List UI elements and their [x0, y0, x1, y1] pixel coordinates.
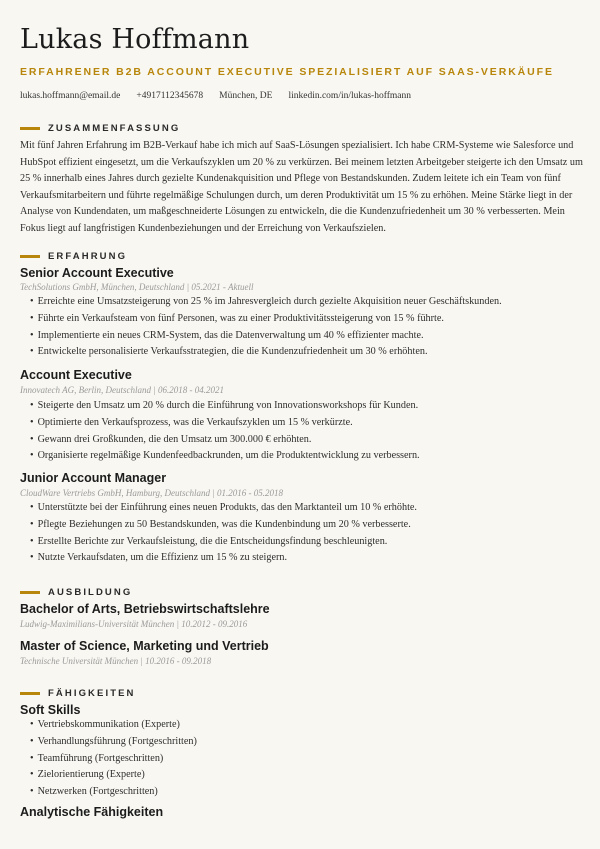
list-item: • Entwickelte personalisierte Verkaufsstrategien, die die Kundenzufriedenheit um 30 % erhöhten. [30, 344, 502, 361]
section-title-experience [20, 251, 127, 262]
contact-location: München, DE [219, 91, 273, 101]
job-title: Junior Account Manager [20, 471, 167, 485]
education-meta: Ludwig-Maximilians-Universität München | 10.2012 - 09.2016 [20, 619, 248, 629]
job-bullets [30, 398, 420, 465]
list-item: • Organisierte regelmäßige Kundenfeedbackrunden, um die Produktentwicklung zu verbessern. [30, 448, 420, 465]
section-title-text: ZUSAMMENFASSUNG [48, 123, 181, 134]
contact-email[interactable]: lukas.hoffmann@email.de [20, 91, 121, 101]
section-title-skills [20, 688, 136, 699]
list-item: • Pflegte Beziehungen zu 50 Bestandskunden, was die Kundenbindung um 20 % verbesserte. [30, 517, 417, 534]
job-bullets [30, 500, 417, 567]
list-item: • Verhandlungsführung (Fortgeschritten) [30, 734, 197, 751]
list-item: • Führte ein Verkaufsteam von fünf Personen, was zu einer Produktivitätssteigerung von 15 % führte. [30, 311, 502, 328]
job-bullets [30, 294, 502, 361]
list-item: • Teamführung (Fortgeschritten) [30, 751, 197, 768]
section-title-text: AUSBILDUNG [48, 587, 133, 598]
section-accent-bar [20, 127, 40, 130]
job-meta: CloudWare Vertriebs GmbH, Hamburg, Deutschland | 01.2016 - 05.2018 [20, 488, 283, 498]
list-item: • Unterstützte bei der Einführung eines neuen Produkts, das den Marktanteil um 10 % erhöhte. [30, 500, 417, 517]
list-item: • Vertriebskommunikation (Experte) [30, 717, 197, 734]
skill-list [30, 717, 197, 801]
job-title: Senior Account Executive [20, 266, 174, 280]
section-accent-bar [20, 591, 40, 594]
education-title: Master of Science, Marketing und Vertrieb [20, 639, 269, 653]
contact-phone[interactable]: +4917112345678 [136, 91, 204, 101]
section-title-text: FÄHIGKEITEN [48, 688, 136, 699]
section-accent-bar [20, 692, 40, 695]
skill-group-title: Soft Skills [20, 703, 81, 717]
job-title: Account Executive [20, 368, 132, 382]
candidate-name: Lukas Hoffmann [20, 24, 250, 55]
list-item: • Zielorientierung (Experte) [30, 767, 197, 784]
summary-text: Mit fünf Jahren Erfahrung im B2B-Verkauf habe ich mich auf SaaS-Lösungen spezialisiert. Ich habe CRM-Systeme wie Salesforce und HubSpot effizient eingesetzt, um die Verkaufszyklen um 20 % zu verkürzen. Bei meinem letzten Arbeitgeber steigerte ich den Umsatz um 25 % innerhalb eines Jahres durch gezielte Kundenakquisition und Pflege von Bestandskunden. Zudem leitete ich ein Team von fünf Verkaufsmitarbeitern und führte regelmäßige Schulungen durch, um deren Produktivität um 15 % zu erhöhen. Meine Stärke liegt in der Analyse von Kundendaten, um maßgeschneiderte Lösungen zu entwickeln, die die Kundenzufriedenheit um 30 % verbesserten. Mein Fokus liegt auf langfristigen Kundenbeziehungen und der Erreichung von Verkaufszielen. [20, 140, 583, 234]
list-item: • Steigerte den Umsatz um 20 % durch die Einführung von Innovationsworkshops für Kunden. [30, 398, 420, 415]
list-item: • Nutzte Verkaufsdaten, um die Effizienz um 15 % zu steigern. [30, 550, 417, 567]
list-item: • Optimierte den Verkaufsprozess, was die Verkaufszyklen um 15 % verkürzte. [30, 415, 420, 432]
section-accent-bar [20, 255, 40, 258]
contact-linkedin[interactable]: linkedin.com/in/lukas-hoffmann [288, 91, 411, 101]
education-meta: Technische Universität München | 10.2016 - 09.2018 [20, 656, 212, 666]
list-item: • Netzwerken (Fortgeschritten) [30, 784, 197, 801]
skill-group-title: Analytische Fähigkeiten [20, 805, 164, 819]
section-title-summary [20, 123, 180, 134]
section-title-text: ERFAHRUNG [48, 251, 128, 262]
list-item: • Implementierte ein neues CRM-System, das die Datenverwaltung um 40 % effizienter machte. [30, 328, 502, 345]
job-meta: Innovatech AG, Berlin, Deutschland | 06.2018 - 04.2021 [20, 385, 225, 395]
education-title: Bachelor of Arts, Betriebswirtschaftslehre [20, 602, 270, 616]
list-item: • Erreichte eine Umsatzsteigerung von 25 % im Jahresvergleich durch gezielte Akquisition neuer Geschäftskunden. [30, 294, 502, 311]
list-item: • Erstellte Berichte zur Verkaufsleistung, die die Entscheidungsfindung beschleunigten. [30, 534, 417, 551]
list-item: • Gewann drei Großkunden, die den Umsatz um 300.000 € erhöhten. [30, 432, 420, 449]
headline: ERFAHRENER B2B ACCOUNT EXECUTIVE SPEZIALISIERT AUF SAAS-VERKÄUFE [20, 66, 554, 78]
section-title-education [20, 587, 132, 598]
job-meta: TechSolutions GmbH, München, Deutschland | 05.2021 - Aktuell [20, 282, 254, 292]
contact-row [20, 91, 411, 101]
